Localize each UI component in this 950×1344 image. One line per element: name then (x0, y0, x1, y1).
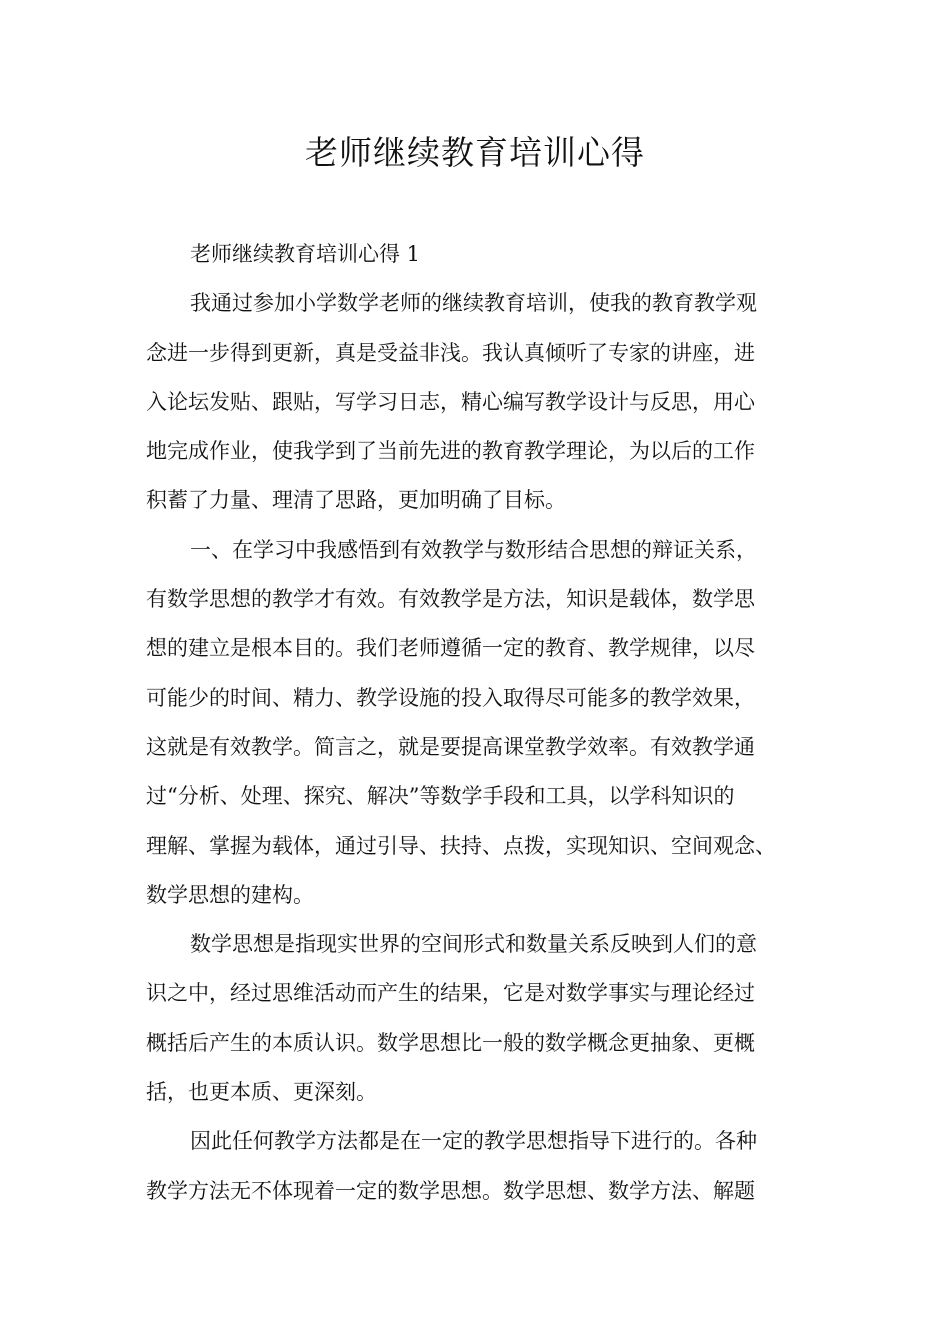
paragraph-line: 过“分析、处理、探究、解决”等数学手段和工具，以学科知识的 (146, 784, 735, 809)
paragraph-line: 念进一步得到更新，真是受益非浅。我认真倾听了专家的讲座，进 (146, 340, 755, 365)
document-title: 老师继续教育培训心得 (305, 133, 645, 172)
paragraph-line: 可能少的时间、精力、教学设施的投入取得尽可能多的教学效果， (146, 685, 755, 710)
document-body (146, 230, 816, 1216)
paragraph-line: 教学方法无不体现着一定的数学思想。数学思想、数学方法、解题 (146, 1178, 755, 1203)
section-heading: 老师继续教育培训心得 1 (190, 242, 421, 266)
paragraph-line: 因此任何教学方法都是在一定的教学思想指导下进行的。各种 (190, 1129, 757, 1154)
paragraph-line: 我通过参加小学数学老师的继续教育培训，使我的教育教学观 (190, 291, 757, 316)
paragraph-line: 数学思想的建构。 (146, 882, 314, 907)
paragraph-line: 括，也更本质、更深刻。 (146, 1080, 377, 1105)
paragraph-line: 数学思想是指现实世界的空间形式和数量关系反映到人们的意 (190, 932, 757, 957)
paragraph-line: 一、在学习中我感悟到有效教学与数形结合思想的辩证关系， (190, 537, 757, 562)
paragraph-line: 地完成作业，使我学到了当前先进的教育教学理论，为以后的工作 (146, 439, 755, 464)
paragraph-line: 积蓄了力量、理清了思路，更加明确了目标。 (146, 488, 566, 513)
paragraph-line: 概括后产生的本质认识。数学思想比一般的数学概念更抽象、更概 (146, 1030, 755, 1055)
paragraph-line: 识之中，经过思维活动而产生的结果，它是对数学事实与理论经过 (146, 981, 755, 1006)
paragraph-line: 理解、掌握为载体，通过引导、扶持、点拨，实现知识、空间观念、 (146, 833, 776, 858)
paragraph-line: 有数学思想的教学才有效。有效教学是方法，知识是载体，数学思 (146, 587, 755, 612)
paragraph-line: 想的建立是根本目的。我们老师遵循一定的教育、教学规律，以尽 (146, 636, 755, 661)
paragraph-line: 这就是有效教学。简言之，就是要提高课堂教学效率。有效教学通 (146, 734, 755, 759)
paragraph-line: 入论坛发贴、跟贴，写学习日志，精心编写教学设计与反思，用心 (146, 389, 755, 414)
